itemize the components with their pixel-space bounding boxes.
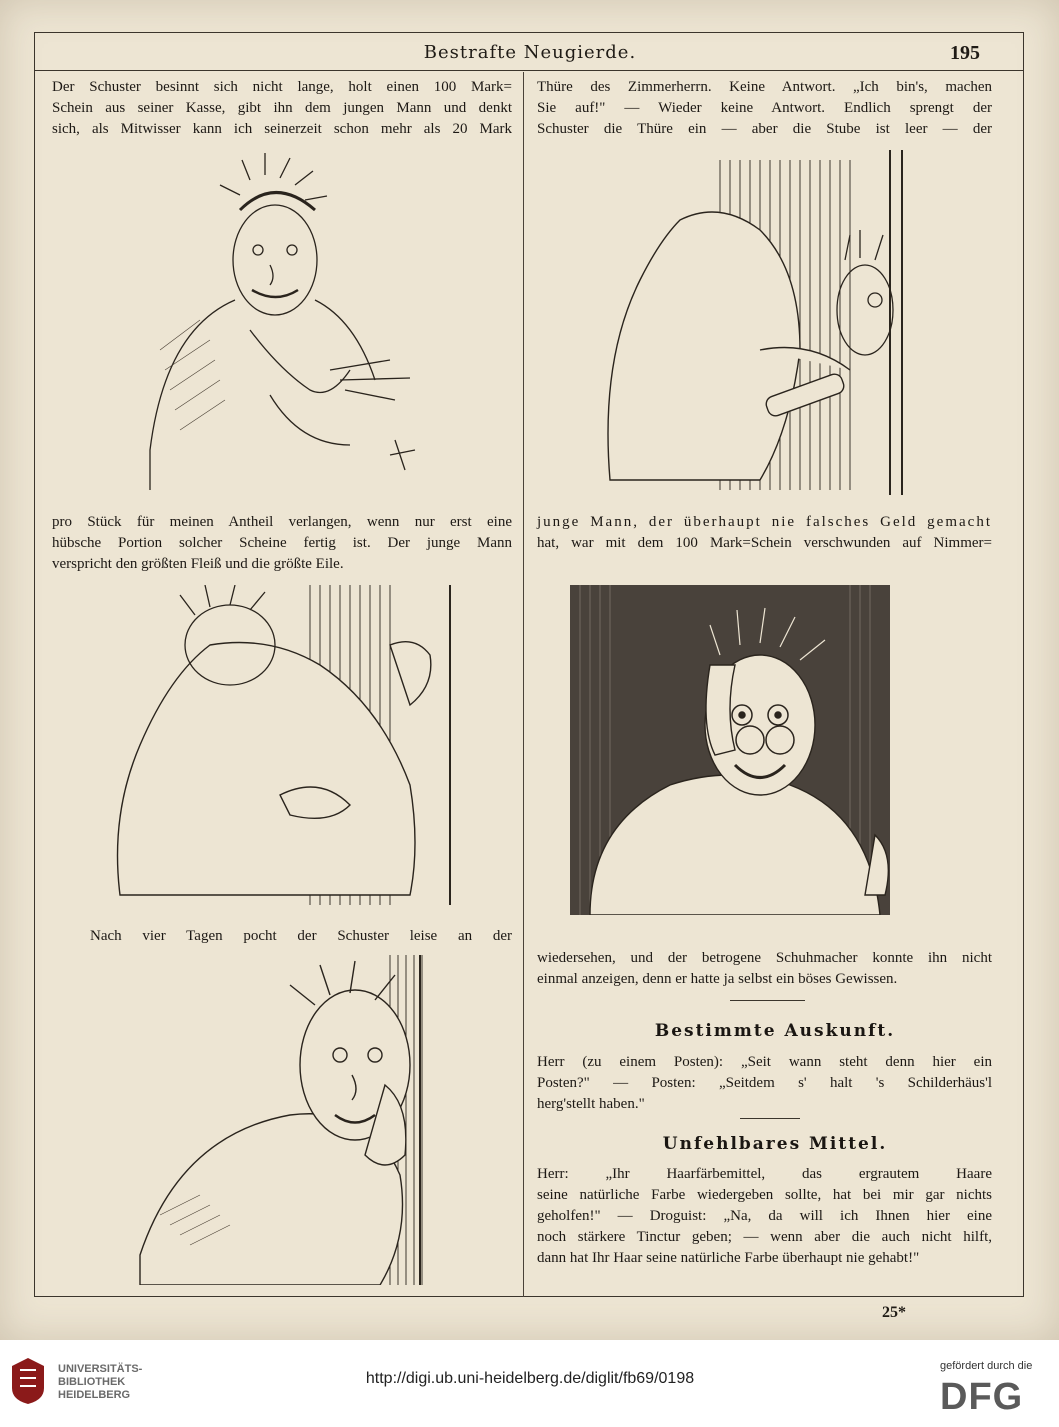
section1-line3: herg'stellt haben." [537, 1096, 645, 1112]
section1-line2: Posten?" — Posten: „Seitdem s' halt 's Schilderhäus'l [537, 1075, 992, 1091]
illustration-shoemaker-at-door [590, 150, 925, 495]
section-title-unfehlbares-mittel: Unfehlbares Mittel. [662, 1134, 888, 1154]
illustration-shoemaker-listening [130, 955, 465, 1285]
section2-line1: Herr: „Ihr Haarfärbemittel, das ergrautem Haare [537, 1166, 992, 1182]
section2-line5: dann hat Ihr Haar seine natürliche Farbe überhaupt nie gehabt!" [537, 1250, 920, 1266]
section2-line2: seine natürliche Farbe wiedergeben sollte, hat bei mir gar nichts [537, 1187, 992, 1203]
left-para1-line1: Der Schuster besinnt sich nicht lange, holt einen 100 Mark= [52, 79, 512, 95]
funded-by-label: gefördert durch die [940, 1360, 1033, 1372]
page-title: Bestrafte Neugierde. [423, 42, 637, 63]
section2-line3: geholfen!" — Droguist: „Na, da will ich Ihnen hier eine [537, 1208, 992, 1224]
section-rule-1 [730, 1000, 805, 1001]
right-para2-line2: hat, war mit dem 100 Mark=Schein verschwunden auf Nimmer= [537, 535, 992, 551]
page-number: 195 [950, 42, 980, 64]
left-para3-line1: Nach vier Tagen pocht der Schuster leise an der [90, 928, 512, 944]
university-library-name [58, 1363, 142, 1402]
right-para1-line1: Thüre des Zimmerherrn. Keine Antwort. „Ich bin's, machen [537, 79, 992, 95]
right-para1-line3: Schuster die Thüre ein — aber die Stube ist leer — der [537, 121, 992, 137]
column-divider [523, 72, 524, 1297]
illustration-shocked-shoemaker [570, 585, 925, 915]
left-para2-line2: hübsche Portion solcher Scheine fertig ist. Der junge Mann [52, 535, 512, 551]
right-para3-line2: einmal anzeigen, denn er hatte ja selbst ein böses Gewissen. [537, 971, 898, 987]
section-title-bestimmte-auskunft: Bestimmte Auskunft. [654, 1021, 896, 1041]
signature-mark: 25* [882, 1304, 906, 1321]
right-para2-line1: junge Mann, der überhaupt nie falsches Geld gemacht [537, 514, 992, 530]
university-library-logo [8, 1356, 48, 1406]
left-para1-line3: sich, als Mitwisser kann ich seinerzeit schon mehr als 20 Mark [52, 121, 512, 137]
section2-line4: noch stärkere Tinctur geben; — wenn aber die auch nicht hilft, [537, 1229, 992, 1245]
header-rule [34, 70, 1024, 71]
left-para2-line3: verspricht den größten Fleiß und die größte Eile. [52, 556, 344, 572]
document-url-link[interactable]: http://digi.ub.uni-heidelberg.de/diglit/fb69/0198 [365, 1370, 695, 1387]
right-para3-line1: wiedersehen, und der betrogene Schuhmacher konnte ihn nicht [537, 950, 992, 966]
section-rule-2 [740, 1118, 800, 1119]
right-para1-line2: Sie auf!" — Wieder keine Antwort. Endlich sprengt der [537, 100, 992, 116]
library-line2: BIBLIOTHEK [58, 1376, 126, 1388]
left-para1-line2: Schein aus seiner Kasse, gibt ihn dem jungen Mann und denkt [52, 100, 512, 116]
section1-line1: Herr (zu einem Posten): „Seit wann steht denn hier ein [537, 1054, 992, 1070]
dfg-logo: DFG [940, 1376, 1024, 1418]
library-line3: HEIDELBERG [58, 1389, 131, 1401]
illustration-shoemaker-scheming [140, 150, 440, 495]
library-line1: UNIVERSITÄTS- [58, 1363, 143, 1375]
left-para2-line1: pro Stück für meinen Antheil verlangen, wenn nur erst eine [52, 514, 512, 530]
illustration-young-man-back [110, 585, 470, 905]
